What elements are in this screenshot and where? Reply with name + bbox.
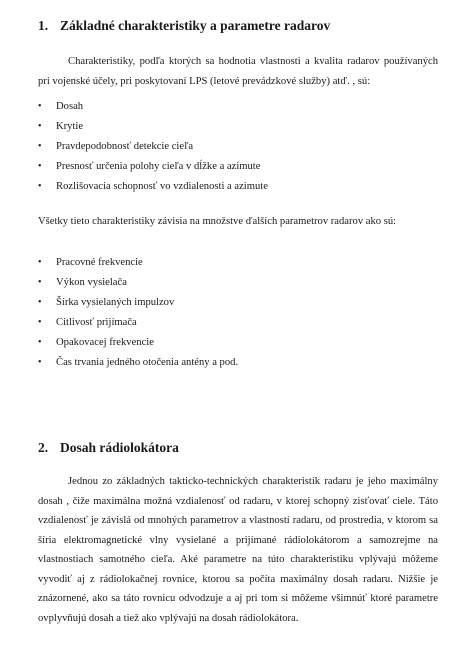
intro-line: Charakteristiky, podľa ktorých sa hodnotia vlastnosti a kvalita radarov používaných [68, 56, 438, 67]
bullet-icon: • [38, 161, 42, 172]
list-item: • Čas trvania jedného otočenia antény a pod. [38, 353, 238, 373]
section-2-number: 2. [38, 440, 49, 455]
paragraph-line: šíria elektromagnetické vlny vysielané a prijímané rádiolokátorom a samozrejme na [38, 534, 438, 546]
paragraph-line: Jednou zo základných takticko-technických charakteristík radaru je jeho maximálny [68, 476, 438, 487]
bullet-icon: • [38, 181, 42, 192]
bullet-icon: • [38, 357, 42, 368]
section-2-title: Dosah rádiolokátora [60, 440, 179, 455]
bullet-icon: • [38, 257, 42, 268]
section-1-heading [38, 18, 330, 34]
bullet-icon: • [38, 101, 42, 112]
list-item: • Šírka vysielaných impulzov [38, 293, 238, 313]
list-item: • Presnosť určenia polohy cieľa v dĺžke a azimute [38, 157, 268, 177]
section-1-title: Základné charakteristiky a parametre radarov [60, 18, 331, 33]
list-item: • Rozlišovacia schopnosť vo vzdialenosti a azimute [38, 177, 268, 197]
paragraph-line: znázornené, ako sa táto rovnicu odvodzuje a aj pri tom si môžeme všimnúť ktoré parametre [38, 593, 438, 604]
intro-line: pri vojenské účely, pri poskytovaní LPS (letové prevádzkové služby) atď. , sú: [38, 75, 371, 87]
paragraph-line: ovplyvňujú dosah a tiež ako vplývajú na dosah rádiolokátora. [38, 612, 299, 624]
section-1-intro [38, 52, 438, 91]
list-item: • Pravdepodobnosť detekcie cieľa [38, 137, 268, 157]
bullet-icon: • [38, 277, 42, 288]
paragraph-line: vlastnostiach samotného cieľa. Aké parametre na túto charakteristiku vplývajú môžeme [38, 554, 438, 565]
bullet-icon: • [38, 317, 42, 328]
paragraph-line: vzdialenosť je závislá od mnohých parametrov a vlastností radaru, od prostredia, v ktorom sa [38, 515, 438, 526]
section-1-number: 1. [38, 18, 49, 33]
parameters-list [38, 253, 238, 373]
bullet-icon: • [38, 141, 42, 152]
section-2-heading [38, 440, 179, 456]
list-item: • Výkon vysielača [38, 273, 238, 293]
dependency-text: Všetky tieto charakteristiky závisia na množstve ďalších parametrov radarov ako sú: [38, 216, 397, 227]
bullet-icon: • [38, 297, 42, 308]
list-item: • Opakovacej frekvencie [38, 333, 238, 353]
paragraph-line: dosah , čiže maximálna možná vzdialenosť od radaru, v ktorej schopný zisťovať ciele. Táto [38, 495, 438, 507]
list-item: • Krytie [38, 117, 268, 137]
list-item: • Citlivosť prijímača [38, 313, 238, 333]
list-item: • Pracovné frekvencie [38, 253, 238, 273]
section-2-paragraph [38, 472, 438, 628]
list-item: • Dosah [38, 97, 268, 117]
bullet-icon: • [38, 121, 42, 132]
bullet-icon: • [38, 337, 42, 348]
characteristics-list [38, 97, 268, 197]
paragraph-line: vyvodiť aj z rádiolokačnej rovnice, ktorou sa počíta maximálny dosah radaru. Nižšie je [38, 573, 438, 585]
